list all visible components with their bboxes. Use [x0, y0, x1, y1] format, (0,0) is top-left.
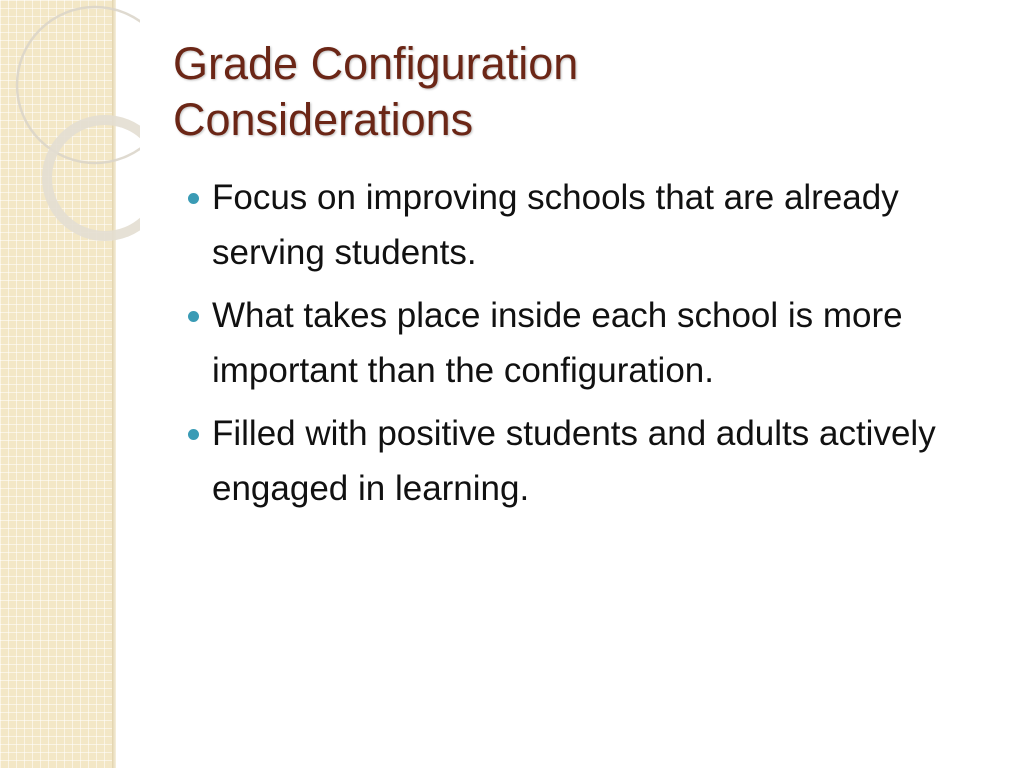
decorative-rings-icon	[0, 0, 140, 260]
bullet-item	[184, 406, 964, 516]
bullet-text: Focus on improving schools that are already serving students.	[212, 178, 899, 272]
bullet-text: What takes place inside each school is more important than the configuration.	[212, 296, 903, 390]
bullet-item	[184, 170, 964, 280]
bullet-text: Filled with positive students and adults actively engaged in learning.	[212, 414, 936, 508]
bullet-dot-icon	[188, 311, 199, 322]
slide-title	[173, 36, 973, 148]
bullet-list	[184, 170, 964, 524]
slide-title-line-2: Considerations	[173, 94, 474, 145]
bullet-dot-icon	[188, 429, 199, 440]
slide-title-line-1: Grade Configuration	[173, 38, 579, 89]
bullet-item	[184, 288, 964, 398]
bullet-dot-icon	[188, 193, 199, 204]
